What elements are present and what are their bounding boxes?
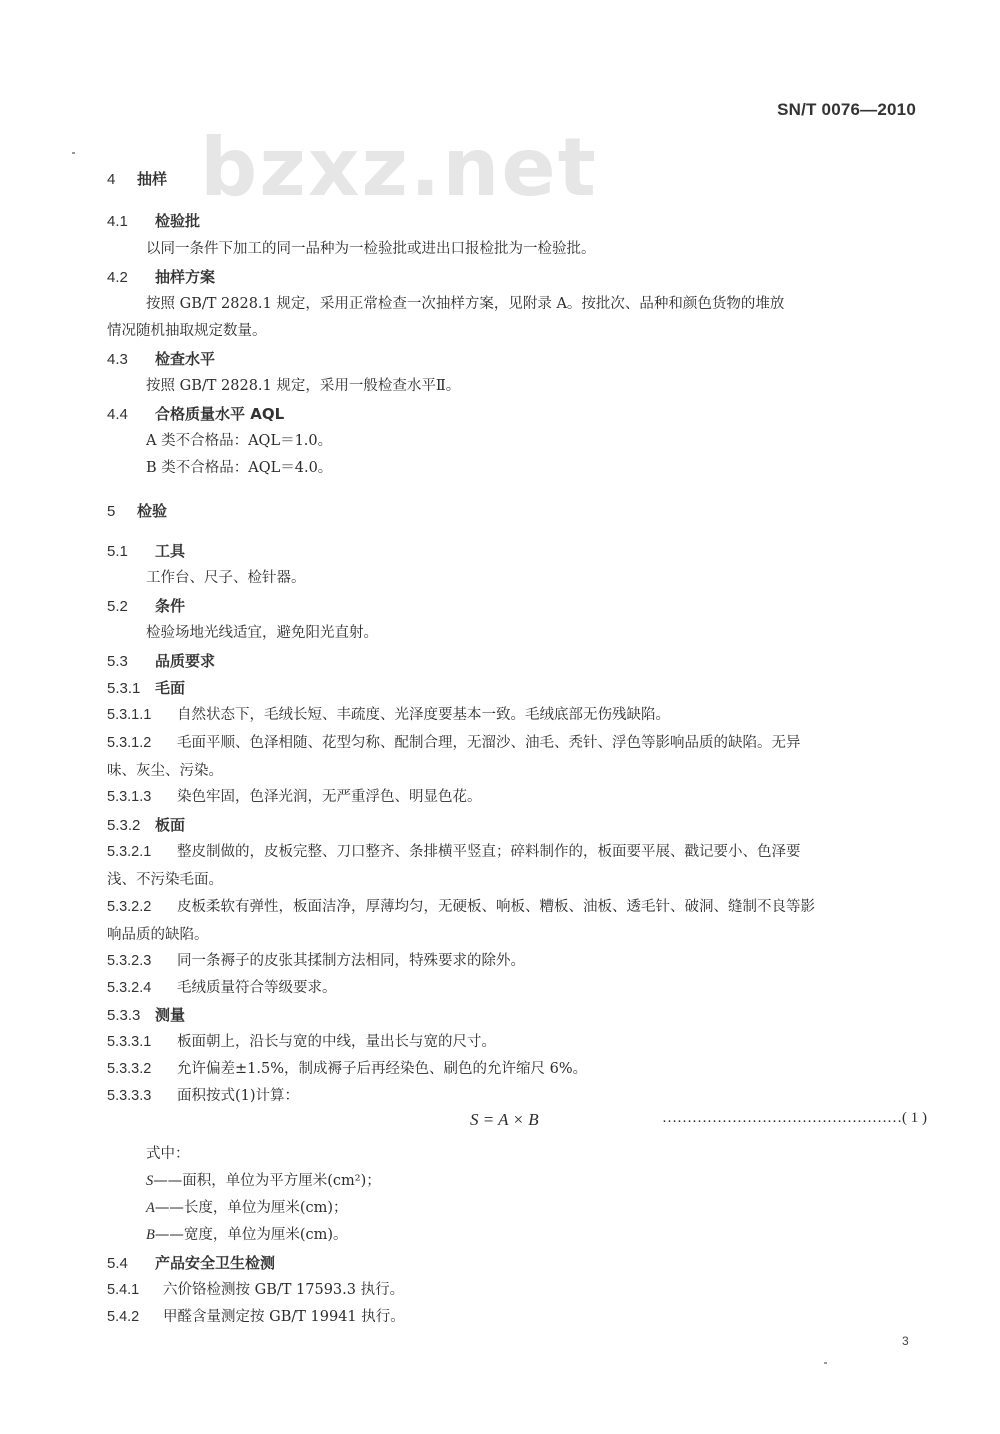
clause-text: 六价铬检测按 GB/T 17593.3 执行。 [163,1282,405,1298]
section-title: 检验批 [155,212,201,230]
section-title: 测量 [155,1006,186,1024]
section-number: 5.2 [107,598,128,615]
formula-leader-dots: ………………………………………… [662,1110,902,1126]
section-heading-4-2 [107,266,215,289]
clause-continuation: 响品质的缺陷。 [107,927,209,943]
section-number: 5.3.1 [107,680,141,697]
section-number: 5.3.3 [107,1007,141,1024]
section-title: 板面 [155,816,186,834]
clause-text: 整皮制做的，皮板完整、刀口整齐、条排横平竖直；碎料制作的，板面要平展、戳记要小、色泽要 [177,844,801,860]
section-heading-5-3 [107,650,215,673]
section-number: 4 [107,171,116,188]
section-heading-5-3-1 [107,677,185,700]
scan-speck [72,152,75,154]
clause-5-3-2-4 [107,977,337,999]
clause-number: 5.3.2.1 [107,844,152,860]
clause-5-3-3-3 [107,1085,299,1107]
clause-text: 甲醛含量测定按 GB/T 19941 执行。 [163,1309,405,1325]
section-number: 5.1 [107,543,128,560]
clause-5-3-2-3 [107,950,525,972]
section-number: 5 [107,503,116,520]
section-title: 品质要求 [155,652,216,670]
clause-number: 5.3.3.3 [107,1088,152,1104]
clause-text: 板面朝上，沿长与宽的中线，量出长与宽的尺寸。 [177,1034,496,1050]
section-heading-4-3 [107,348,215,371]
clause-5-3-2-2 [107,896,815,918]
section-title: 工具 [155,542,186,560]
variable-symbol: A [146,1200,155,1216]
section-number: 5.3 [107,653,128,670]
clause-text: 自然状态下，毛绒长短、丰疏度、光泽度要基本一致。毛绒底部无伤残缺陷。 [177,707,670,723]
section-title: 毛面 [155,679,186,697]
formula-number [662,1110,927,1127]
section-title: 检查水平 [155,350,216,368]
section-heading-4-4 [107,403,284,426]
clause-number: 5.3.1.1 [107,707,152,723]
document-code: SN/T 0076—2010 [777,100,916,119]
clause-number: 5.3.2.2 [107,899,152,915]
section-heading-4-1 [107,210,200,233]
section-title: 产品安全卫生检测 [155,1254,276,1272]
variable-symbol: B [146,1227,155,1243]
paragraph: 以同一条件下加工的同一品种为一检验批或进出口报检批为一检验批。 [146,241,596,257]
clause-5-4-1 [107,1279,404,1301]
section-title: 条件 [155,597,186,615]
clause-text: 皮板柔软有弹性，板面洁净，厚薄均匀，无硬板、响板、糟板、油板、透毛针、破洞、缝制不良等影 [177,899,815,915]
scan-speck [824,1362,827,1364]
variable-description: ——宽度，单位为厘米(cm)。 [154,1227,348,1243]
clause-continuation: 味、灰尘、污染。 [107,763,223,779]
clause-text: 同一条褥子的皮张其揉制方法相同，特殊要求的除外。 [177,953,525,969]
variable-symbol: S [146,1173,154,1189]
variable-description: ——面积，单位为平方厘米(cm²)； [153,1173,381,1189]
where-intro: 式中： [146,1146,190,1162]
clause-number: 5.3.3.1 [107,1034,152,1050]
where-item [146,1224,348,1246]
clause-text: 毛绒质量符合等级要求。 [177,980,337,996]
section-number: 4.1 [107,213,128,230]
section-heading-5-1 [107,540,185,563]
section-title: 抽样 [137,170,168,188]
clause-number: 5.3.2.4 [107,980,152,996]
section-heading-5-3-2 [107,814,185,837]
formula-label: ( 1 ) [902,1110,927,1126]
clause-5-3-1-3 [107,786,482,808]
clause-number: 5.3.1.3 [107,789,152,805]
clause-continuation: 浅、不污染毛面。 [107,872,223,888]
clause-text: 允许偏差±1.5%，制成褥子后再经染色、刷色的允许缩尺 6%。 [177,1061,588,1077]
section-title: 检验 [137,502,168,520]
paragraph: 按照 GB/T 2828.1 规定，采用一般检查水平Ⅱ。 [146,378,461,394]
where-item [146,1170,381,1192]
clause-text: 染色牢固，色泽光润，无严重浮色、明显色花。 [177,789,482,805]
formula-expression: S = A × B [470,1110,539,1129]
paragraph-continuation: 情况随机抽取规定数量。 [107,323,267,339]
paragraph: 工作台、尺子、检针器。 [146,570,306,586]
where-item [146,1197,348,1219]
clause-5-3-1-2 [107,732,801,754]
section-number: 4.4 [107,406,128,423]
clause-number: 5.3.1.2 [107,735,152,751]
section-heading-4 [107,168,167,191]
clause-5-3-1-1 [107,704,670,726]
clause-number: 5.3.3.2 [107,1061,152,1077]
clause-number: 5.4.1 [107,1282,140,1298]
clause-5-3-3-2 [107,1058,587,1080]
section-heading-5-2 [107,595,185,618]
clause-number: 5.3.2.3 [107,953,152,969]
clause-number: 5.4.2 [107,1309,140,1325]
clause-text: 毛面平顺、色泽相随、花型匀称、配制合理，无溜沙、油毛、秃针、浮色等影响品质的缺陷。无异 [177,735,801,751]
section-title: 合格质量水平 AQL [155,405,285,423]
page-number: 3 [902,1334,909,1348]
paragraph: A 类不合格品：AQL＝1.0。 [146,433,333,449]
variable-description: ——长度，单位为厘米(cm)； [154,1200,348,1216]
clause-5-3-3-1 [107,1031,496,1053]
section-number: 5.4 [107,1255,128,1272]
clause-text: 面积按式(1)计算： [177,1088,300,1104]
section-heading-5-3-3 [107,1004,185,1027]
section-heading-5-4 [107,1252,275,1275]
paragraph: 检验场地光线适宜，避免阳光直射。 [146,625,378,641]
paragraph: 按照 GB/T 2828.1 规定，采用正常检查一次抽样方案，见附录 A。按批次、品种和颜色货物的堆放 [146,296,785,312]
section-title: 抽样方案 [155,268,216,286]
paragraph: B 类不合格品：AQL＝4.0。 [146,460,333,476]
watermark: bzxz.net [200,121,598,214]
section-number: 4.3 [107,351,128,368]
section-number: 5.3.2 [107,817,141,834]
section-heading-5 [107,500,167,523]
clause-5-4-2 [107,1306,405,1328]
clause-5-3-2-1 [107,841,801,863]
section-number: 4.2 [107,269,128,286]
